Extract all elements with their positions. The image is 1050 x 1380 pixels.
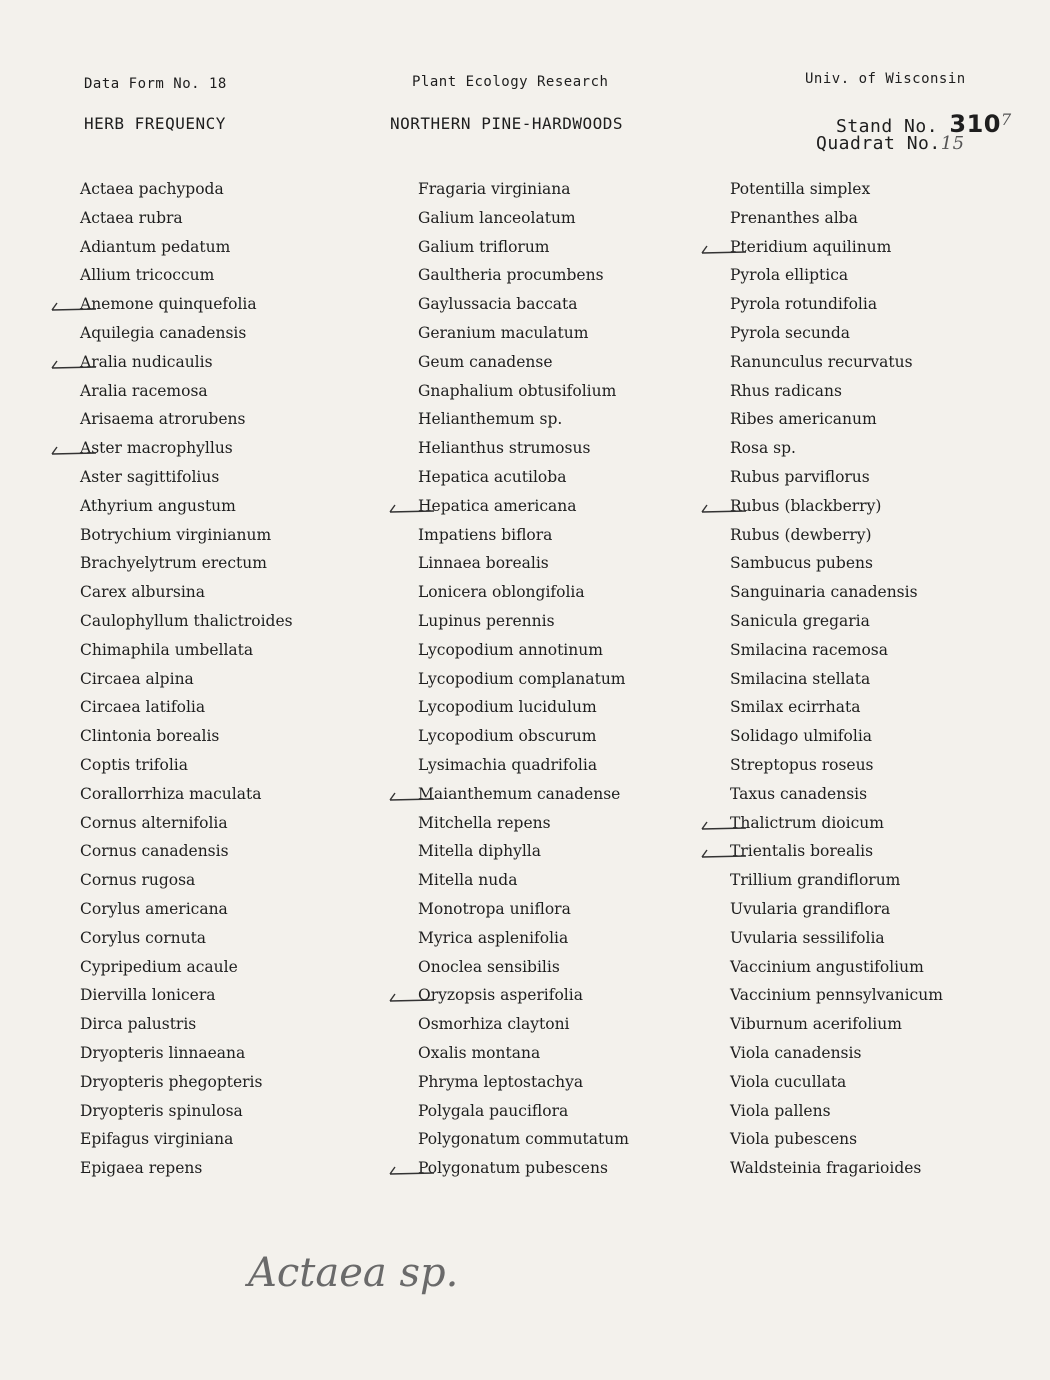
stand-value: 310: [949, 110, 1001, 138]
species-item: [418, 549, 629, 578]
species-item: [80, 866, 293, 895]
species-name: Aralia nudicaulis: [80, 352, 213, 371]
species-item: [418, 1010, 629, 1039]
species-item: [730, 1010, 943, 1039]
species-item: [730, 175, 943, 204]
species-name: Fragaria virginiana: [418, 180, 571, 198]
species-name: Viola cucullata: [730, 1072, 847, 1091]
species-item: [730, 636, 943, 665]
species-name: Chimaphila umbellata: [80, 640, 254, 659]
species-name: Brachyelytrum erectum: [80, 554, 267, 573]
species-name: Coptis trifolia: [80, 755, 189, 774]
species-item: [80, 261, 293, 290]
species-item: [80, 290, 293, 319]
species-name: Botrychium virginianum: [80, 525, 272, 544]
species-name: Dryopteris spinulosa: [80, 1101, 243, 1120]
species-name: Dryopteris phegopteris: [80, 1072, 263, 1091]
species-item: [418, 1039, 629, 1068]
quadrat-number: [816, 133, 965, 154]
species-name: Carex albursina: [80, 583, 205, 602]
species-item: [418, 290, 629, 319]
species-name: Sanguinaria canadensis: [730, 583, 918, 602]
species-item: [730, 895, 943, 924]
species-item: [730, 722, 943, 751]
species-name: Lycopodium obscurum: [418, 727, 597, 746]
species-name: Solidago ulmifolia: [730, 727, 873, 746]
species-name: Actaea rubra: [80, 208, 183, 227]
species-item: [418, 607, 629, 636]
species-name: Vaccinium pennsylvanicum: [730, 986, 943, 1005]
species-name: Circaea latifolia: [80, 698, 206, 717]
species-name: Aster macrophyllus: [80, 439, 233, 458]
species-item: [80, 751, 293, 780]
species-item: [80, 809, 293, 838]
species-name: Smilacina stellata: [730, 669, 871, 688]
species-item: [418, 981, 629, 1010]
species-name: Galium triflorum: [418, 237, 550, 256]
species-name: Gnaphalium obtusifolium: [418, 381, 617, 400]
species-item: [730, 837, 943, 866]
species-name: Impatiens biflora: [418, 525, 553, 544]
species-name: Rubus (blackberry): [730, 496, 882, 515]
species-item: [80, 1097, 293, 1126]
species-item: [418, 1068, 629, 1097]
species-item: [80, 377, 293, 406]
species-item: [730, 953, 943, 982]
species-item: [730, 751, 943, 780]
species-name: Corylus cornuta: [80, 928, 207, 947]
species-item: [418, 204, 629, 233]
species-name: Phryma leptostachya: [418, 1072, 584, 1091]
species-name: Mitella nuda: [418, 871, 518, 890]
check-mark-icon: [388, 502, 436, 514]
species-item: [730, 463, 943, 492]
species-name: Aster sagittifolius: [80, 467, 220, 486]
species-item: [418, 1097, 629, 1126]
species-name: Circaea alpina: [80, 669, 194, 688]
research-title: Plant Ecology Research: [412, 74, 609, 90]
species-name: Sambucus pubens: [730, 554, 873, 573]
species-name: Lupinus perennis: [418, 611, 555, 630]
species-name: Anemone quinquefolia: [80, 295, 257, 314]
species-item: [80, 837, 293, 866]
species-column-3: [730, 175, 943, 1183]
species-name: Viola pallens: [730, 1101, 831, 1120]
species-name: Vaccinium angustifolium: [730, 957, 924, 976]
species-item: [418, 261, 629, 290]
species-item: [80, 1068, 293, 1097]
species-name: Rubus (dewberry): [730, 525, 872, 544]
species-item: [730, 1097, 943, 1126]
species-item: [730, 1125, 943, 1154]
species-name: Helianthus strumosus: [418, 439, 591, 458]
species-name: Uvularia sessilifolia: [730, 928, 885, 947]
species-item: [80, 924, 293, 953]
check-mark-icon: [388, 1164, 436, 1176]
species-name: Thalictrum dioicum: [730, 813, 884, 832]
species-item: [418, 693, 629, 722]
check-mark-icon: [50, 300, 98, 312]
species-item: [730, 204, 943, 233]
species-item: [80, 1125, 293, 1154]
species-column-2: [418, 175, 629, 1183]
species-name: Polygonatum pubescens: [418, 1159, 608, 1178]
species-item: [80, 1154, 293, 1183]
species-name: Viburnum acerifolium: [730, 1015, 902, 1034]
check-mark-icon: [388, 790, 436, 802]
species-name: Aralia racemosa: [80, 381, 208, 400]
species-item: [80, 780, 293, 809]
species-item: [80, 693, 293, 722]
species-name: Polygala pauciflora: [418, 1101, 569, 1120]
species-name: Aquilegia canadensis: [80, 323, 247, 342]
species-item: [730, 233, 943, 262]
check-mark-icon: [388, 991, 436, 1003]
species-name: Adiantum pedatum: [80, 237, 231, 256]
species-item: [730, 290, 943, 319]
species-name: Lysimachia quadrifolia: [418, 755, 598, 774]
species-item: [418, 1125, 629, 1154]
species-item: [80, 463, 293, 492]
species-item: [418, 434, 629, 463]
species-name: Galium lanceolatum: [418, 208, 576, 227]
species-name: Rubus parviflorus: [730, 467, 870, 486]
species-item: [80, 1010, 293, 1039]
species-item: [80, 233, 293, 262]
species-item: [730, 405, 943, 434]
check-mark-icon: [700, 847, 748, 859]
species-item: [730, 1154, 943, 1183]
species-name: Monotropa uniflora: [418, 899, 571, 918]
species-item: [730, 780, 943, 809]
species-item: [418, 521, 629, 550]
species-item: [80, 981, 293, 1010]
species-name: Taxus canadensis: [730, 784, 868, 803]
species-item: [418, 866, 629, 895]
species-item: [730, 521, 943, 550]
species-item: [730, 693, 943, 722]
species-name: Prenanthes alba: [730, 208, 858, 227]
species-item: [730, 578, 943, 607]
species-name: Streptopus roseus: [730, 755, 874, 774]
species-name: Ribes americanum: [730, 410, 877, 429]
check-mark-icon: [700, 502, 748, 514]
species-item: [418, 175, 629, 204]
university-label: Univ. of Wisconsin: [805, 71, 966, 87]
species-name: Oxalis montana: [418, 1043, 541, 1062]
species-name: Smilax ecirrhata: [730, 698, 861, 717]
species-name: Rosa sp.: [730, 439, 796, 458]
species-name: Lonicera oblongifolia: [418, 583, 585, 602]
check-mark-icon: [50, 358, 98, 370]
species-item: [418, 895, 629, 924]
check-mark-icon: [50, 444, 98, 456]
species-name: Cornus canadensis: [80, 842, 229, 861]
species-name: Caulophyllum thalictroides: [80, 611, 293, 630]
species-item: [418, 924, 629, 953]
form-subject: HERB FREQUENCY: [84, 114, 226, 133]
species-item: [418, 722, 629, 751]
species-item: [418, 809, 629, 838]
species-name: Dryopteris linnaeana: [80, 1043, 246, 1062]
species-name: Oryzopsis asperifolia: [418, 986, 583, 1005]
species-item: [80, 895, 293, 924]
species-name: Geum canadense: [418, 352, 553, 371]
species-name: Arisaema atrorubens: [80, 410, 246, 429]
species-item: [730, 434, 943, 463]
species-item: [80, 722, 293, 751]
species-item: [80, 405, 293, 434]
species-item: [730, 924, 943, 953]
species-item: [418, 780, 629, 809]
species-name: Diervilla lonicera: [80, 986, 216, 1005]
species-name: Rhus radicans: [730, 381, 842, 400]
species-name: Lycopodium lucidulum: [418, 698, 597, 717]
species-item: [730, 607, 943, 636]
species-name: Pyrola elliptica: [730, 266, 849, 285]
species-name: Uvularia grandiflora: [730, 899, 891, 918]
species-name: Clintonia borealis: [80, 727, 220, 746]
species-name: Osmorhiza claytoni: [418, 1015, 570, 1034]
species-name: Epifagus virginiana: [80, 1130, 234, 1149]
species-item: [418, 665, 629, 694]
stand-extra: 7: [1001, 110, 1012, 129]
species-item: [418, 377, 629, 406]
quadrat-value: 15: [940, 133, 965, 154]
species-name: Gaultheria procumbens: [418, 266, 604, 285]
species-name: Mitella diphylla: [418, 842, 542, 861]
species-name: Cornus alternifolia: [80, 813, 228, 832]
species-item: [730, 261, 943, 290]
species-name: Athyrium angustum: [80, 496, 236, 515]
stand-label: Stand No.: [836, 116, 939, 137]
species-name: Corallorrhiza maculata: [80, 784, 262, 803]
species-item: [730, 809, 943, 838]
species-name: Polygonatum commutatum: [418, 1130, 629, 1149]
species-name: Trientalis borealis: [730, 842, 874, 861]
species-name: Hepatica americana: [418, 496, 577, 515]
species-name: Sanicula gregaria: [730, 611, 870, 630]
species-item: [418, 953, 629, 982]
species-name: Lycopodium annotinum: [418, 640, 603, 659]
species-item: [730, 549, 943, 578]
species-name: Gaylussacia baccata: [418, 295, 578, 314]
species-name: Ranunculus recurvatus: [730, 352, 913, 371]
species-name: Pyrola secunda: [730, 323, 850, 342]
species-item: [80, 434, 293, 463]
species-item: [730, 866, 943, 895]
species-item: [80, 607, 293, 636]
species-item: [418, 492, 629, 521]
species-name: Viola canadensis: [730, 1043, 862, 1062]
species-name: Helianthemum sp.: [418, 410, 563, 429]
species-item: [418, 405, 629, 434]
species-name: Corylus americana: [80, 899, 228, 918]
species-name: Geranium maculatum: [418, 323, 589, 342]
species-item: [80, 204, 293, 233]
species-item: [730, 377, 943, 406]
species-name: Hepatica acutiloba: [418, 467, 567, 486]
species-name: Maianthemum canadense: [418, 784, 621, 803]
check-mark-icon: [700, 819, 748, 831]
species-item: [418, 319, 629, 348]
species-item: [730, 492, 943, 521]
check-mark-icon: [700, 243, 748, 255]
species-item: [80, 665, 293, 694]
species-item: [80, 492, 293, 521]
species-item: [730, 665, 943, 694]
form-number: Data Form No. 18: [84, 76, 227, 92]
species-item: [730, 981, 943, 1010]
species-item: [80, 175, 293, 204]
species-name: Allium tricoccum: [80, 266, 215, 285]
species-name: Pyrola rotundifolia: [730, 295, 878, 314]
species-item: [418, 751, 629, 780]
species-name: Dirca palustris: [80, 1015, 197, 1034]
species-item: [730, 319, 943, 348]
species-item: [80, 1039, 293, 1068]
community-type: NORTHERN PINE-HARDWOODS: [390, 114, 624, 133]
species-name: Viola pubescens: [730, 1130, 858, 1149]
species-column-1: [80, 175, 293, 1183]
species-name: Potentilla simplex: [730, 180, 871, 198]
species-name: Cypripedium acaule: [80, 957, 238, 976]
species-item: [80, 521, 293, 550]
species-item: [80, 636, 293, 665]
species-name: Onoclea sensibilis: [418, 957, 560, 976]
species-item: [730, 1039, 943, 1068]
species-item: [80, 549, 293, 578]
species-item: [80, 953, 293, 982]
species-name: Actaea pachypoda: [80, 180, 224, 198]
species-item: [418, 463, 629, 492]
species-name: Mitchella repens: [418, 813, 551, 832]
species-name: Cornus rugosa: [80, 871, 196, 890]
species-name: Myrica asplenifolia: [418, 928, 569, 947]
species-item: [80, 319, 293, 348]
species-name: Smilacina racemosa: [730, 640, 888, 659]
species-item: [418, 636, 629, 665]
handwritten-note: Actaea sp.: [248, 1250, 459, 1296]
species-name: Linnaea borealis: [418, 554, 549, 573]
species-item: [730, 1068, 943, 1097]
quadrat-label: Quadrat No.: [816, 133, 941, 154]
species-name: Lycopodium complanatum: [418, 669, 626, 688]
species-name: Trillium grandiflorum: [730, 871, 901, 890]
species-item: [730, 348, 943, 377]
species-name: Pteridium aquilinum: [730, 237, 892, 256]
species-item: [418, 348, 629, 377]
species-item: [418, 837, 629, 866]
species-item: [80, 578, 293, 607]
species-item: [418, 233, 629, 262]
species-item: [418, 1154, 629, 1183]
species-name: Epigaea repens: [80, 1159, 203, 1178]
species-item: [418, 578, 629, 607]
species-name: Waldsteinia fragarioides: [730, 1159, 922, 1178]
species-item: [80, 348, 293, 377]
